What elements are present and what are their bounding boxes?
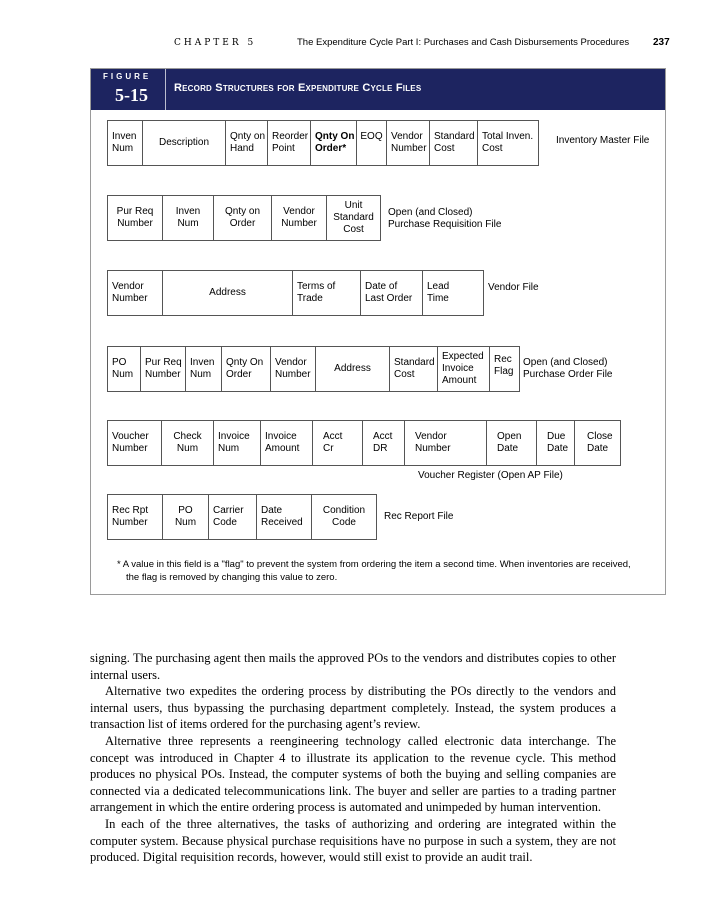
voucher-file-name: Voucher Register (Open AP File) bbox=[418, 470, 563, 481]
record-field: Rec Flag bbox=[490, 347, 520, 391]
record-field: Date of Last Order bbox=[361, 271, 423, 315]
record-field: Vendor Number bbox=[405, 421, 487, 465]
record-field: Acct Cr bbox=[313, 421, 363, 465]
footnote-line-1: * A value in this field is a "flag" to prevent the system from ordering the item a second time. When inventories are received, bbox=[117, 559, 631, 570]
record-field: Description bbox=[143, 121, 226, 165]
record-field: Vendor Number bbox=[271, 347, 316, 391]
record-field: Pur Req Number bbox=[141, 347, 186, 391]
chapter-label: CHAPTER 5 bbox=[174, 38, 257, 48]
figure-footnote bbox=[117, 559, 657, 584]
record-field: Qnty On Order* bbox=[311, 121, 357, 165]
record-field: Terms of Trade bbox=[293, 271, 361, 315]
record-field: Carrier Code bbox=[209, 495, 257, 539]
footnote-line-2: the flag is removed by changing this value to zero. bbox=[126, 571, 338, 583]
record-field: EOQ bbox=[357, 121, 387, 165]
record-field: Invoice Amount bbox=[261, 421, 313, 465]
paragraph: In each of the three alternatives, the tasks of authorizing and ordering are integrated within the computer system. Because physical purchase requisitions have no purpose in such a system, they are not produced. Digital requisition records, however, would still exist to provide an audit trail. bbox=[90, 816, 616, 865]
receiving-report-file-name: Rec Report File bbox=[384, 511, 454, 522]
vendor-record bbox=[107, 270, 484, 316]
purchase-requisition-file-name: Open (and Closed) Purchase Requisition File bbox=[388, 207, 502, 230]
record-field: Standard Cost bbox=[430, 121, 478, 165]
inventory-file-name: Inventory Master File bbox=[556, 135, 650, 146]
receiving-report-record bbox=[107, 494, 377, 540]
figure-number: 5-15 bbox=[115, 85, 148, 105]
record-field: Rec Rpt Number bbox=[108, 495, 163, 539]
record-field: Total Inven. Cost bbox=[478, 121, 539, 165]
record-field: Vendor Number bbox=[387, 121, 430, 165]
record-field: Inven Num bbox=[163, 196, 214, 240]
record-field: Expected Invoice Amount bbox=[438, 347, 490, 391]
figure-title: Record Structures for Expenditure Cycle Files bbox=[174, 82, 422, 94]
body-text bbox=[90, 650, 616, 866]
vendor-file-name: Vendor File bbox=[488, 282, 539, 293]
record-field: Qnty on Hand bbox=[226, 121, 268, 165]
record-field: Invoice Num bbox=[214, 421, 261, 465]
record-field: Qnty on Order bbox=[214, 196, 272, 240]
record-field: Acct DR bbox=[363, 421, 405, 465]
record-field: Inven Num bbox=[186, 347, 222, 391]
paragraph: signing. The purchasing agent then mails the approved POs to the vendors and distributes copies to other internal users. bbox=[90, 651, 616, 682]
purchase-requisition-record bbox=[107, 195, 381, 241]
record-field: Condition Code bbox=[312, 495, 377, 539]
record-field: Standard Cost bbox=[390, 347, 438, 391]
paragraph: Alternative three represents a reengineering technology called electronic data interchange. The concept was introduced in Chapter 4 to illustrate its application to the revenue cycle. This method produces no physical POs. Instead, the computer systems of both the buying and selling companies are connected via a dedicated telecommunications link. The buyer and seller are parties to a trading partner arrangement in which the entire ordering process is automated and unimpeded by human intervention. bbox=[90, 733, 616, 815]
running-title: The Expenditure Cycle Part I: Purchases and Cash Disbursements Procedures bbox=[297, 37, 630, 48]
record-field: Address bbox=[163, 271, 293, 315]
record-field: Pur Req Number bbox=[108, 196, 163, 240]
record-field: Due Date bbox=[537, 421, 575, 465]
record-field: Unit Standard Cost bbox=[327, 196, 381, 240]
figure-label: FIGURE bbox=[103, 72, 152, 81]
record-field: Address bbox=[316, 347, 390, 391]
record-field: Qnty On Order bbox=[222, 347, 271, 391]
paragraph: Alternative two expedites the ordering process by distributing the POs directly to the vendors and internal users, thus bypassing the purchasing department completely. Instead, the system produces a transaction list of items ordered for the purchasing agent’s review. bbox=[90, 684, 616, 732]
record-field: Inven Num bbox=[108, 121, 143, 165]
record-field: PO Num bbox=[108, 347, 141, 391]
record-field: Open Date bbox=[487, 421, 537, 465]
record-field: Check Num bbox=[162, 421, 214, 465]
record-field: Vendor Number bbox=[108, 271, 163, 315]
record-field: Voucher Number bbox=[108, 421, 162, 465]
purchase-order-record bbox=[107, 346, 520, 392]
record-field: Vendor Number bbox=[272, 196, 327, 240]
page-number: 237 bbox=[653, 37, 670, 48]
purchase-order-file-name: Open (and Closed) Purchase Order File bbox=[523, 357, 613, 380]
banner-divider bbox=[165, 69, 166, 110]
record-field: Close Date bbox=[575, 421, 621, 465]
record-field: PO Num bbox=[163, 495, 209, 539]
voucher-record bbox=[107, 420, 621, 466]
record-field: Date Received bbox=[257, 495, 312, 539]
record-field: Reorder Point bbox=[268, 121, 311, 165]
record-field: Lead Time bbox=[423, 271, 484, 315]
inventory-record bbox=[107, 120, 539, 166]
